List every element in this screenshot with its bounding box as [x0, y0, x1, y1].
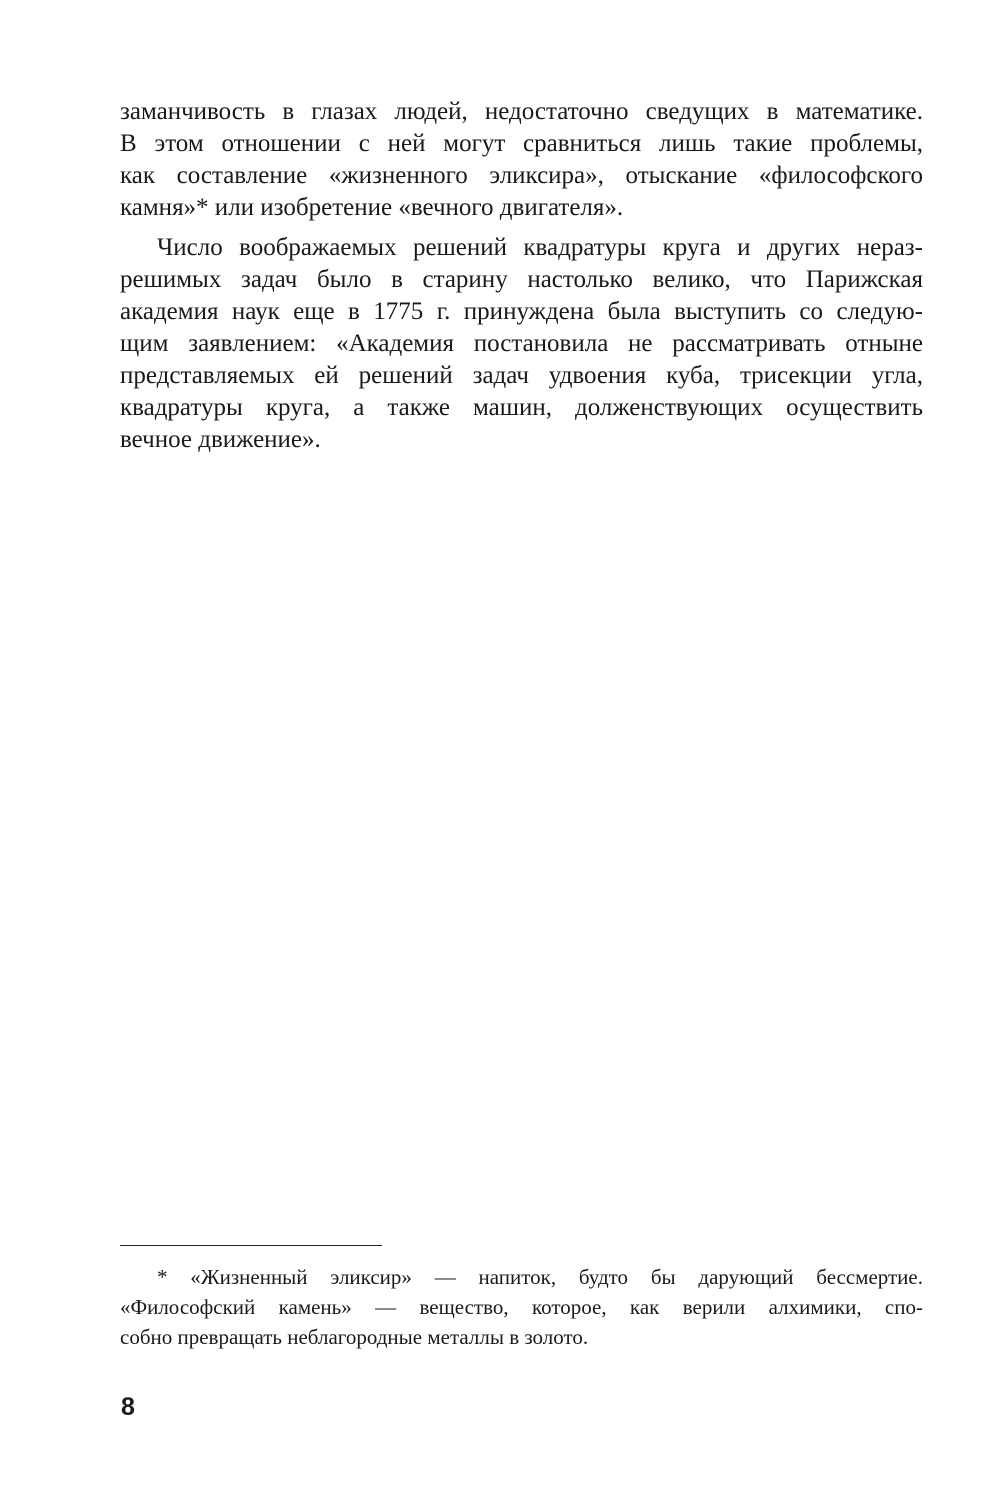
page-number: 8 [121, 1393, 135, 1421]
text-line: вечное движение». [120, 426, 321, 453]
footnote-line: «Философский камень» — вещество, которое, как верили алхимики, спо- [120, 1295, 923, 1319]
text-line: решимых задач было в старину настолько велико, что Парижская [120, 266, 923, 293]
text-line: камня»* или изобретение «вечного двигателя». [120, 194, 624, 221]
text-line: Число воображаемых решений квадратуры круга и других нераз- [157, 234, 923, 261]
text-line: как составление «жизненного эликсира», отыскание «философского [120, 162, 923, 189]
footnote-separator [120, 1245, 382, 1246]
text-line: щим заявлением: «Академия постановила не рассматривать отныне [120, 330, 923, 357]
text-line: академия наук еще в 1775 г. принуждена была выступить со следую- [120, 298, 923, 325]
footnote-line: собно превращать неблагородные металлы в золото. [120, 1325, 589, 1349]
text-line: представляемых ей решений задач удвоения куба, трисекции угла, [120, 362, 923, 389]
text-line: заманчивость в глазах людей, недостаточно сведущих в математике. [120, 98, 923, 125]
text-line: квадратуры круга, а также машин, долженствующих осуществить [120, 394, 923, 421]
footnote-line: * «Жизненный эликсир» — напиток, будто бы дарующий бессмертие. [157, 1265, 923, 1289]
text-line: В этом отношении с ней могут сравниться лишь такие проблемы, [120, 130, 923, 157]
